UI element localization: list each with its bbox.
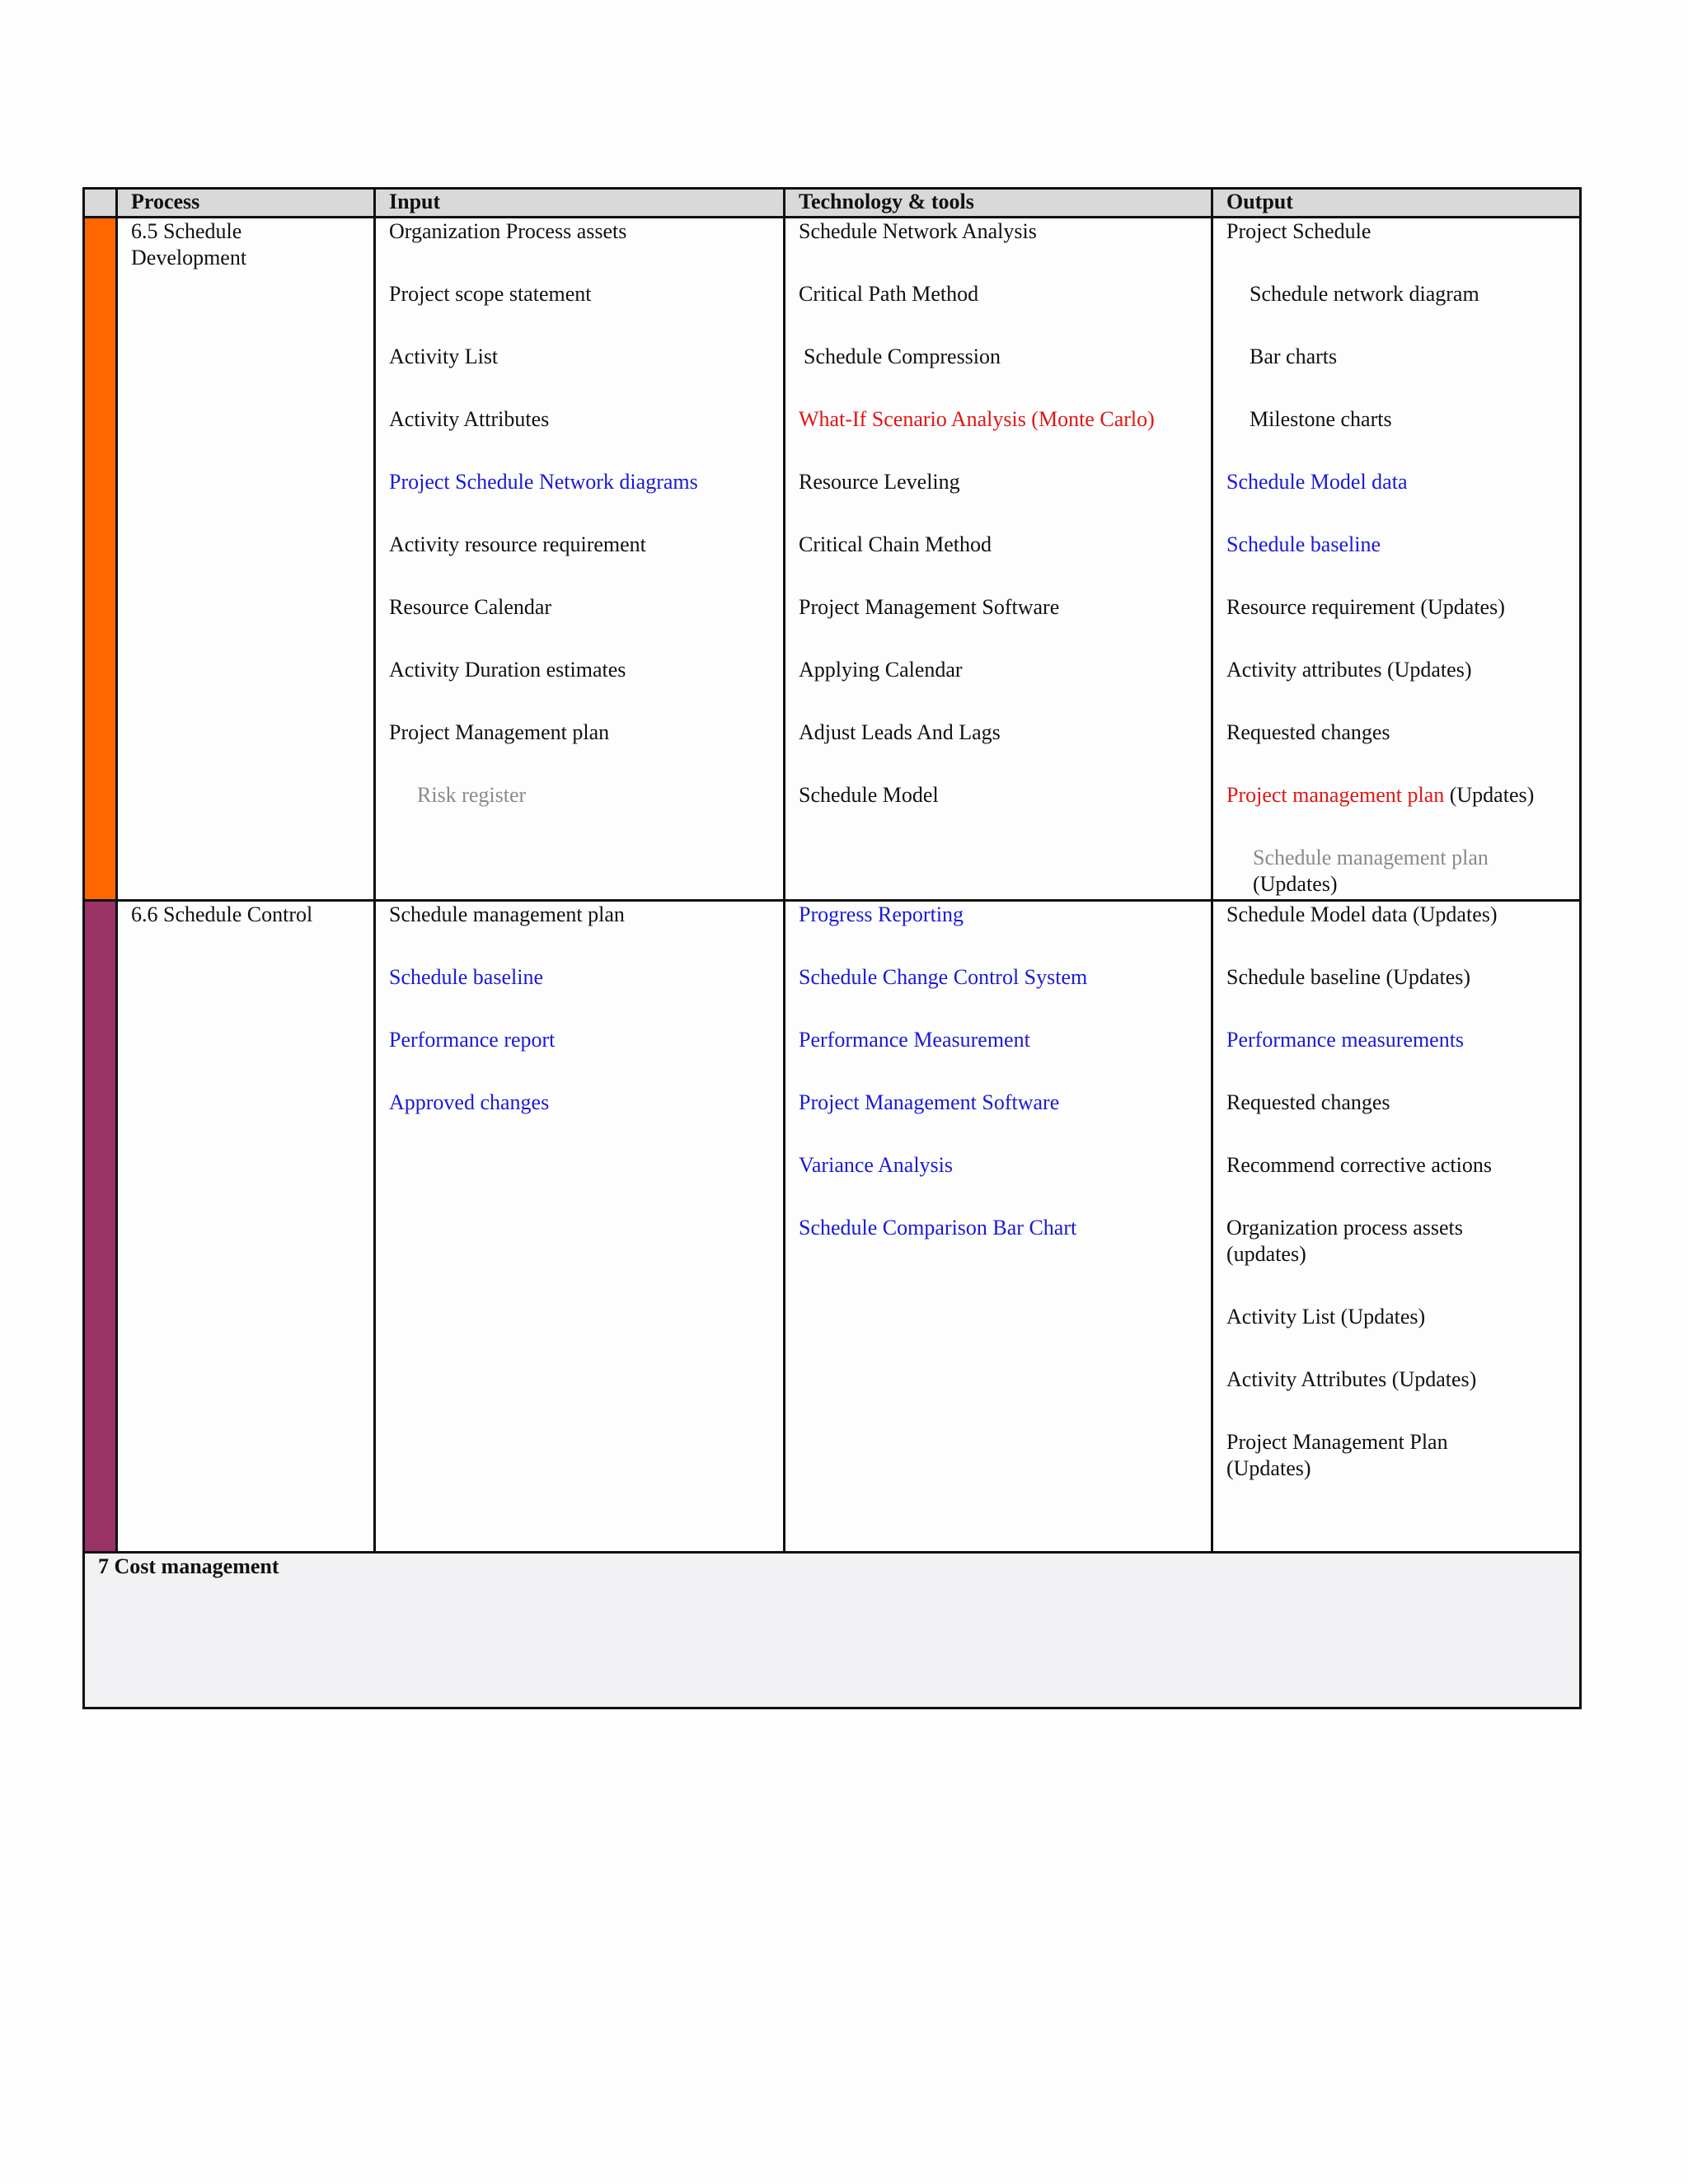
- input-item: Schedule baseline: [389, 965, 543, 989]
- row-cost-management: [84, 1553, 1581, 1708]
- input-item: Risk register: [417, 783, 527, 807]
- tool-item: Critical Path Method: [799, 282, 979, 306]
- inputs-cell: [375, 901, 785, 1553]
- tool-item: Progress Reporting: [799, 902, 964, 926]
- input-item: Activity resource requirement: [389, 532, 646, 556]
- output-item: Schedule network diagram: [1250, 282, 1479, 306]
- process-table: [82, 187, 1582, 1709]
- output-item: [1226, 782, 1576, 808]
- header-color-cell: [84, 189, 117, 218]
- header-row: [84, 189, 1581, 218]
- output-item: Schedule baseline (Updates): [1226, 965, 1471, 989]
- tools-cell: [785, 218, 1212, 901]
- output-item: Requested changes: [1226, 720, 1390, 744]
- process-cell: [117, 901, 375, 1553]
- output-item-text: Schedule management plan: [1253, 846, 1489, 869]
- input-item: Activity Duration estimates: [389, 658, 626, 682]
- output-item: Milestone charts: [1250, 407, 1392, 431]
- input-item: Project Management plan: [389, 720, 610, 744]
- tool-item: Adjust Leads And Lags: [799, 720, 1001, 744]
- input-item: Performance report: [389, 1028, 556, 1052]
- header-input: Input: [375, 189, 785, 218]
- output-item: Requested changes: [1226, 1090, 1390, 1114]
- output-item: [1226, 845, 1576, 898]
- input-item: Organization Process assets: [389, 219, 627, 243]
- schedule-development-color-bar: [84, 218, 117, 901]
- tool-item: Critical Chain Method: [799, 532, 992, 556]
- header-process: Process: [117, 189, 375, 218]
- process-name: 6.5 Schedule Development: [131, 219, 247, 269]
- output-item: Activity attributes (Updates): [1226, 658, 1472, 682]
- outputs-cell: [1212, 218, 1581, 901]
- input-item: Resource Calendar: [389, 595, 552, 619]
- section-heading-cell: [84, 1553, 1581, 1708]
- tool-item: What-If Scenario Analysis (Monte Carlo): [799, 407, 1155, 431]
- output-item: Schedule baseline: [1226, 532, 1381, 556]
- output-item: Bar charts: [1250, 344, 1338, 368]
- input-item: Approved changes: [389, 1090, 550, 1114]
- row-schedule-control: [84, 901, 1581, 1553]
- row-schedule-development: [84, 218, 1581, 901]
- tools-cell: [785, 901, 1212, 1553]
- output-item: Recommend corrective actions: [1226, 1153, 1492, 1177]
- tool-item: Applying Calendar: [799, 658, 963, 682]
- output-item: Activity Attributes (Updates): [1226, 1367, 1477, 1391]
- output-item: Resource requirement (Updates): [1226, 595, 1505, 619]
- output-item: Schedule Model data: [1226, 470, 1408, 494]
- tool-item: Schedule Network Analysis: [799, 219, 1037, 243]
- tool-item: Schedule Model: [799, 783, 939, 807]
- tool-item: Variance Analysis: [799, 1153, 954, 1177]
- output-item: Schedule Model data (Updates): [1226, 902, 1498, 926]
- tool-item: Schedule Comparison Bar Chart: [799, 1216, 1077, 1240]
- tool-item: Project Management Software: [799, 595, 1060, 619]
- tool-item: Performance Measurement: [799, 1028, 1030, 1052]
- section-heading: 7 Cost management: [98, 1554, 279, 1578]
- output-item: Project Schedule: [1226, 219, 1372, 243]
- output-item-suffix: (Updates): [1449, 783, 1535, 807]
- schedule-control-color-bar: [84, 901, 117, 1553]
- tool-item: Resource Leveling: [799, 470, 960, 494]
- process-cell: [117, 218, 375, 901]
- output-item-highlight: Project management plan: [1226, 783, 1445, 807]
- input-item: Project Schedule Network diagrams: [389, 470, 698, 494]
- output-item-suffix: (Updates): [1253, 872, 1338, 896]
- output-item: Organization process assets (updates): [1226, 1216, 1463, 1266]
- input-item: Project scope statement: [389, 282, 592, 306]
- tool-item: Schedule Change Control System: [799, 965, 1088, 989]
- output-item: Activity List (Updates): [1226, 1305, 1426, 1329]
- inputs-cell: [375, 218, 785, 901]
- header-tools: Technology & tools: [785, 189, 1212, 218]
- header-output: Output: [1212, 189, 1581, 218]
- outputs-cell: [1212, 901, 1581, 1553]
- output-item: Project Management Plan (Updates): [1226, 1430, 1448, 1480]
- output-item: Performance measurements: [1226, 1028, 1465, 1052]
- tool-item: Project Management Software: [799, 1090, 1060, 1114]
- process-name: 6.6 Schedule Control: [131, 902, 313, 926]
- input-item: Schedule management plan: [389, 902, 625, 926]
- input-item: Activity List: [389, 344, 499, 368]
- input-item: Activity Attributes: [389, 407, 550, 431]
- tool-item: Schedule Compression: [804, 344, 1001, 368]
